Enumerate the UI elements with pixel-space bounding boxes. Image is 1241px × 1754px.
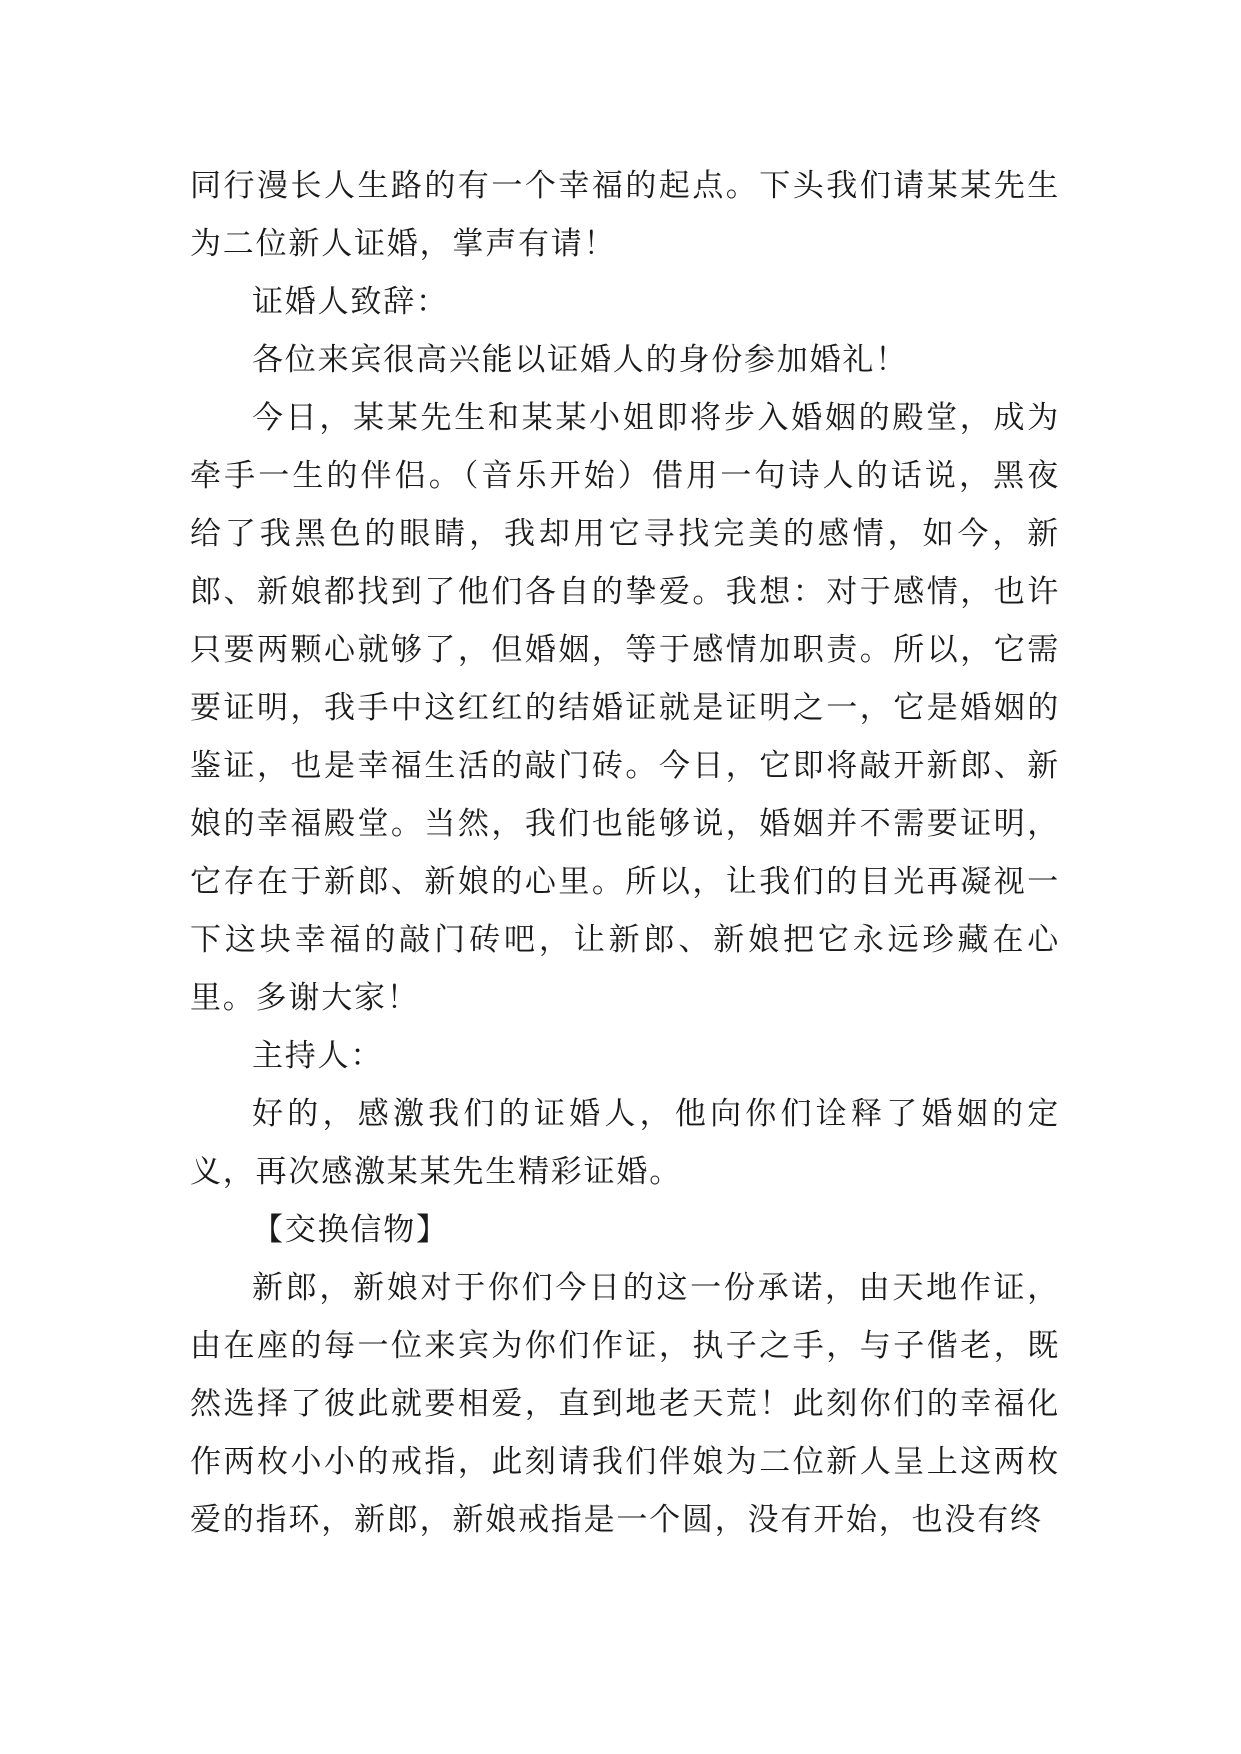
paragraph-host-thanks: 好的，感激我们的证婚人，他向你们诠释了婚姻的定义，再次感激某某先生精彩证婚。 [190,1096,1060,1190]
paragraph-ring-exchange-text: 新郎，新娘对于你们今日的这一份承诺，由天地作证，由在座的每一位来宾为你们作证，执子之手，与子偕老，既然选择了彼此就要相爱，直到地老天荒！此刻你们的幸福化作两枚小小的戒指，此刻请我们伴娘为二位新人呈上这两枚爱的指环，新郎，新娘戒指是一个圆，没有开始，也没有终 [190,1270,1060,1538]
paragraph-ring-exchange-heading: 【交换信物】 [252,1212,449,1248]
paragraph-opening-continuation: 同行漫长人生路的有一个幸福的起点。下头我们请某某先生为二位新人证婚，掌声有请！ [190,168,1060,262]
paragraph-officiant-heading: 证婚人致辞： [252,284,449,320]
paragraph-officiant-greeting: 各位来宾很高兴能以证婚人的身份参加婚礼！ [252,342,908,378]
paragraph-host-heading: 主持人： [252,1038,384,1074]
document-body [190,157,1060,1549]
paragraph-officiant-speech: 今日，某某先生和某某小姐即将步入婚姻的殿堂，成为牵手一生的伴侣。（音乐开始）借用一句诗人的话说，黑夜给了我黑色的眼睛，我却用它寻找完美的感情，如今，新郎、新娘都找到了他们各自的挚爱。我想：对于感情，也许只要两颗心就够了，但婚姻，等于感情加职责。所以，它需要证明，我手中这红红的结婚证就是证明之一，它是婚姻的鉴证，也是幸福生活的敲门砖。今日，它即将敲开新郎、新娘的幸福殿堂。当然，我们也能够说，婚姻并不需要证明，它存在于新郎、新娘的心里。所以，让我们的目光再凝视一下这块幸福的敲门砖吧，让新郎、新娘把它永远珍藏在心里。多谢大家！ [190,400,1060,1016]
